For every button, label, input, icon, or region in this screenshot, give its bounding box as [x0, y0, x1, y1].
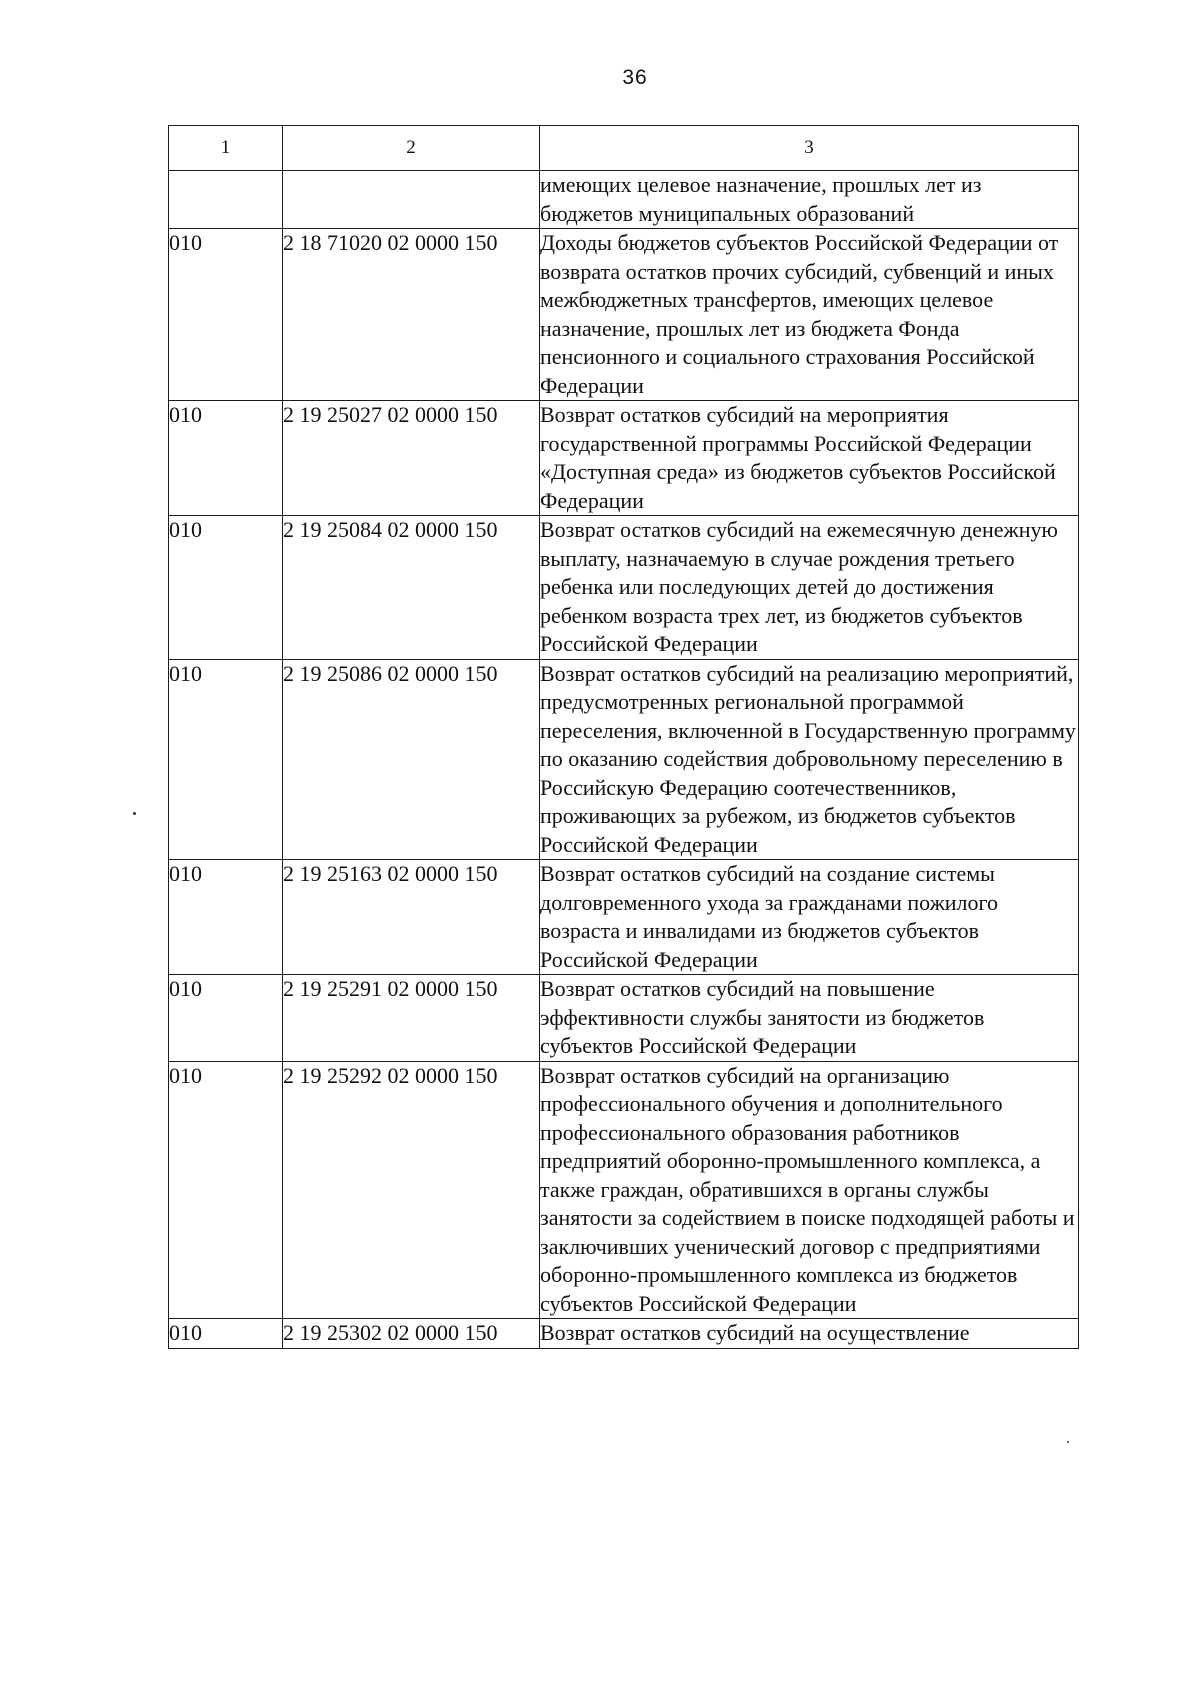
group-code-cell: 010 [169, 229, 283, 401]
scan-speck [133, 812, 136, 815]
group-code-cell: 010 [169, 516, 283, 660]
revenue-name-cell: Доходы бюджетов субъектов Российской Федерации от возврата остатков прочих субсидий, субвенций и иных межбюджетных трансфертов, имеющих целевое назначение, прошлых лет из бюджета Фонда пенсионного и социального страхования Российской Федерации [540, 229, 1079, 401]
budget-code-cell: 2 19 25292 02 0000 150 [283, 1061, 540, 1319]
revenue-name-cell: Возврат остатков субсидий на создание системы долговременного ухода за гражданами пожилого возраста и инвалидами из бюджетов субъектов Российской Федерации [540, 860, 1079, 975]
group-code-cell: 010 [169, 860, 283, 975]
table-row [169, 229, 1079, 401]
name-cell-continuation: имеющих целевое назначение, прошлых лет из бюджетов муниципальных образований [540, 171, 1079, 229]
budget-code-cell: 2 19 25302 02 0000 150 [283, 1319, 540, 1349]
table-header-row [169, 126, 1079, 171]
budget-code-cell: 2 19 25291 02 0000 150 [283, 975, 540, 1062]
budget-code-cell: 2 19 25086 02 0000 150 [283, 659, 540, 860]
group-cell-empty [169, 171, 283, 229]
budget-code-cell: 2 19 25027 02 0000 150 [283, 401, 540, 516]
column-header-2: 2 [283, 126, 540, 171]
revenue-name-cell: Возврат остатков субсидий на осуществление [540, 1319, 1079, 1349]
budget-code-cell: 2 19 25163 02 0000 150 [283, 860, 540, 975]
table-row [169, 1061, 1079, 1319]
group-code-cell: 010 [169, 659, 283, 860]
table-row [169, 516, 1079, 660]
column-header-3: 3 [540, 126, 1079, 171]
revenue-name-cell: Возврат остатков субсидий на ежемесячную денежную выплату, назначаемую в случае рождения третьего ребенка или последующих детей до достижения ребенком возраста трех лет, из бюджетов субъектов Российской Федерации [540, 516, 1079, 660]
budget-code-cell: 2 19 25084 02 0000 150 [283, 516, 540, 660]
revenue-name-cell: Возврат остатков субсидий на мероприятия государственной программы Российской Федерации «Доступная среда» из бюджетов субъектов Российской Федерации [540, 401, 1079, 516]
table-row [169, 975, 1079, 1062]
group-code-cell: 010 [169, 1061, 283, 1319]
table-row [169, 659, 1079, 860]
table-row [169, 1319, 1079, 1349]
revenue-name-cell: Возврат остатков субсидий на организацию профессионального обучения и дополнительного профессионального образования работников предприятий оборонно-промышленного комплекса, а также граждан, обратившихся в органы службы занятости за содействием в поиске подходящей работы и заключивших ученический договор с предприятиями оборонно-промышленного комплекса из бюджетов субъектов Российской Федерации [540, 1061, 1079, 1319]
column-header-1: 1 [169, 126, 283, 171]
scan-speck [1067, 1441, 1069, 1443]
group-code-cell: 010 [169, 1319, 283, 1349]
revenue-name-cell: Возврат остатков субсидий на реализацию мероприятий, предусмотренных региональной программой переселения, включенной в Государственную программу по оказанию содействия добровольному переселению в Российскую Федерацию соотечественников, проживающих за рубежом, из бюджетов субъектов Российской Федерации [540, 659, 1079, 860]
budget-classification-table [168, 125, 1079, 1349]
group-code-cell: 010 [169, 401, 283, 516]
table-row-continuation [169, 171, 1079, 229]
code-cell-empty [283, 171, 540, 229]
budget-code-cell: 2 18 71020 02 0000 150 [283, 229, 540, 401]
group-code-cell: 010 [169, 975, 283, 1062]
table-row [169, 401, 1079, 516]
table-row [169, 860, 1079, 975]
revenue-name-cell: Возврат остатков субсидий на повышение эффективности службы занятости из бюджетов субъектов Российской Федерации [540, 975, 1079, 1062]
page-number: 36 [622, 66, 648, 89]
